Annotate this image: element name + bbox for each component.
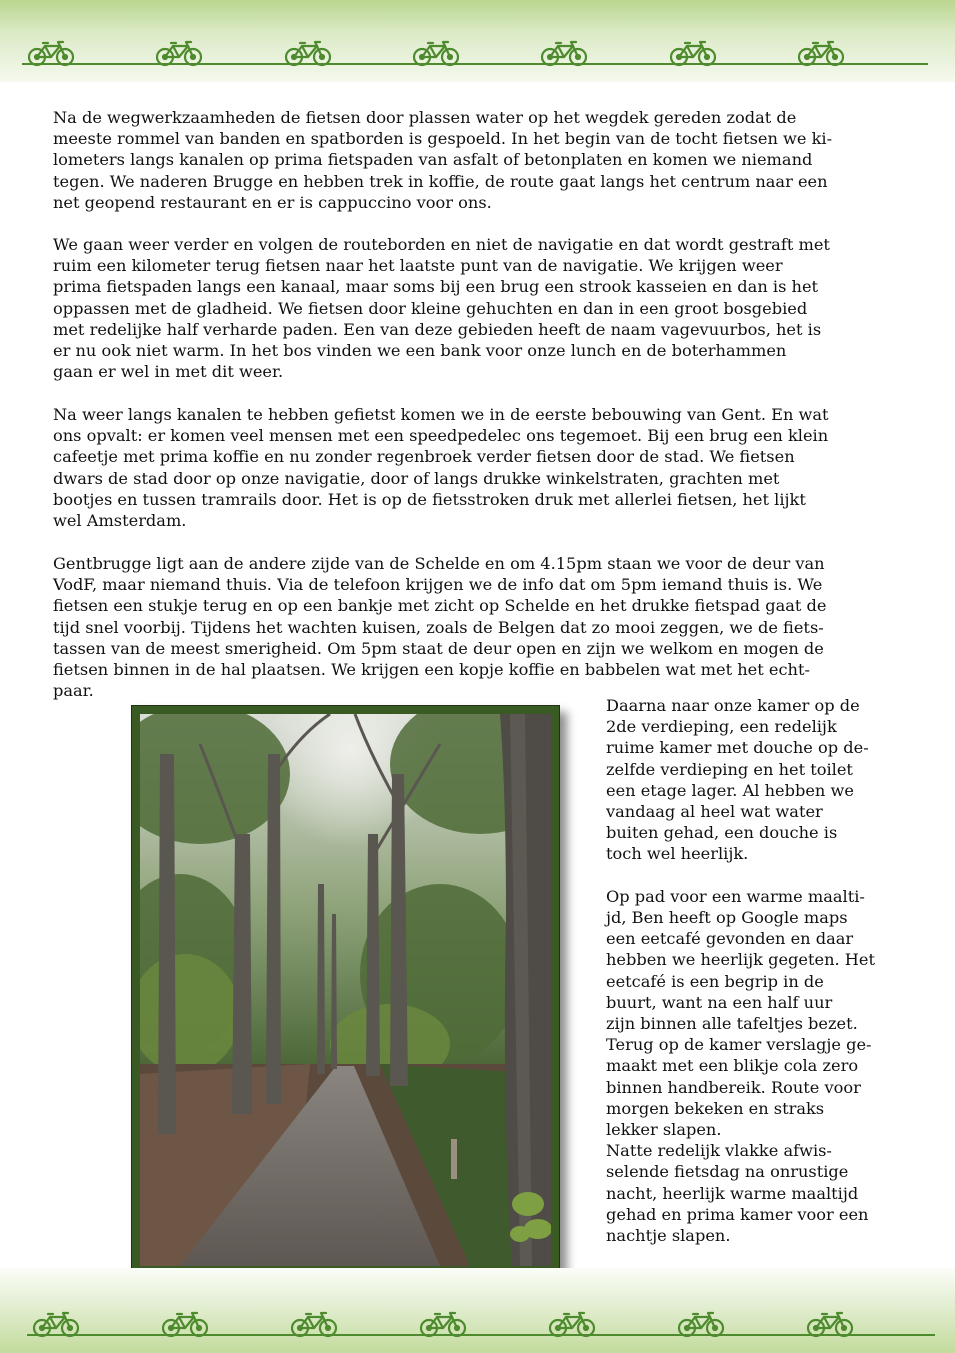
footer-band	[0, 1268, 955, 1353]
paragraph-1: Na de wegwerkzaamheden de fietsen door plassen water op het wegdek gereden zodat de meeste rommel van banden en spatborden is gespoeld. In het begin van de tocht fietsen we ki- lometers langs kanalen op prima fietspaden van asfalt of betonplaten en komen we niemand tegen. We naderen Brugge en hebben trek in koffie, de route gaat langs het centrum naar een net geopend restaurant en er is cappuccino voor ons.	[53, 108, 833, 212]
bicycle-icon	[161, 1310, 209, 1338]
sidebar-text: Daarna naar onze kamer op de 2de verdieping, een redelijk ruime kamer met douche op de- zelfde verdieping en het toilet een etage lager. Al hebben we vandaag al heel wat water buiten gehad, een douche is toch wel heerlijk. Op pad voor een warme maalti- jd, Ben heeft op Google maps een eetcafé gevonden en daar hebben we heerlijk gegeten. Het eetcafé is een begrip in de buurt, want na een half uur zijn binnen alle tafeltjes bezet. Terug op de kamer verslagje ge- maakt met een blikje cola zero binnen handbereik. Route voor morgen bekeken en straks lekker slapen. Natte redelijk vlakke afwis- selende fietsdag na onrustige nacht, heerlijk warme maaltijd gehad en prima kamer voor een nachtje slapen.	[606, 696, 875, 1246]
bicycle-icon	[27, 39, 75, 67]
bicycle-icon	[797, 39, 845, 67]
paragraph-2: We gaan weer verder en volgen de routeborden en niet de navigatie en dat wordt gestraft met ruim een kilometer terug fietsen naar het laatste punt van de navigatie. We krijgen weer prima fietspaden langs een kanaal, maar soms bij een brug een strook kasseien en dan is het oppassen met de gladheid. We fietsen door kleine gehuchten en dan in een groot bosgebied met redelijke half verharde paden. Een van deze gebieden heeft de naam vagevuurbos, het is er nu ook niet warm. In het bos vinden we een bank voor onze lunch en de boterhammen gaan er wel in met dit weer.	[53, 235, 830, 382]
paragraph-4: Gentbrugge ligt aan de andere zijde van de Schelde en om 4.15pm staan we voor de deur van VodF, maar niemand thuis. Via de telefoon krijgen we de info dat om 5pm iemand thuis is. We fietsen een stukje terug en op een bankje met zicht op Schelde en het drukke fietspad gaat de tijd snel voorbij. Tijdens het wachten kuisen, zoals de Belgen dat zo mooi zeggen, we de fiets- tassen van de meest smerigheid. Om 5pm staat de deur open en zijn we welkom en mogen de fietsen binnen in de hal plaatsen. We krijgen een kopje koffie en babbelen wat met het echt- paar.	[53, 554, 827, 701]
bicycle-icon	[806, 1310, 854, 1338]
bicycle-icon	[548, 1310, 596, 1338]
bicycle-icon	[32, 1310, 80, 1338]
bicycle-icon	[412, 39, 460, 67]
header-band	[0, 0, 955, 82]
bicycle-icon	[155, 39, 203, 67]
bicycle-icon	[284, 39, 332, 67]
bicycle-icon	[669, 39, 717, 67]
bicycle-icon	[419, 1310, 467, 1338]
bicycle-icon	[677, 1310, 725, 1338]
photo-frame	[131, 705, 560, 1275]
bicycle-icon	[290, 1310, 338, 1338]
paragraph-3: Na weer langs kanalen te hebben gefietst komen we in de eerste bebouwing van Gent. En wat ons opvalt: er komen veel mensen met een speedpedelec ons tegemoet. Bij een brug een klein cafeetje met prima koffie en nu zonder regenbroek verder fietsen door de stad. We fietsen dwars de stad door op onze navigatie, door of langs drukke winkelstraten, grachten met bootjes en tussen tramrails door. Het is op de fietsstroken druk met allerlei fietsen, het lijkt wel Amsterdam.	[53, 405, 829, 531]
bicycle-icon	[540, 39, 588, 67]
forest-path-photo	[140, 714, 551, 1266]
